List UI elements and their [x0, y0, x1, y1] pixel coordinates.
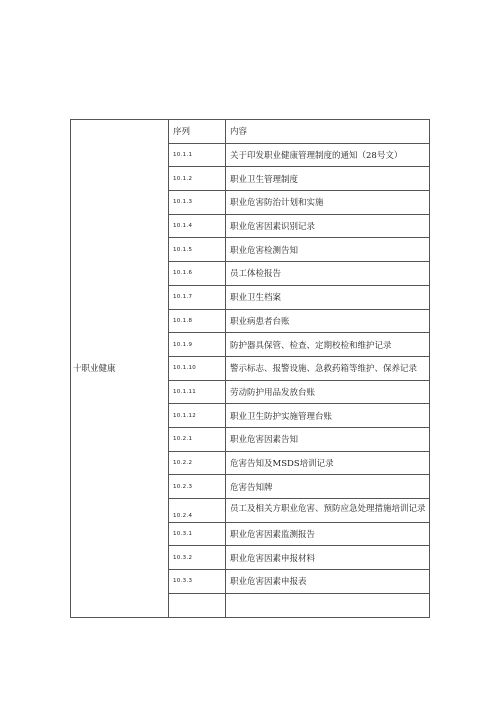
row-content: 关于印发职业健康管理制度的通知（28号文） [226, 143, 430, 167]
row-content: 危害告知牌 [226, 475, 430, 499]
row-code: 10.1.12 [169, 404, 226, 428]
row-code: 10.2.4 [169, 499, 226, 523]
row-code: 10.1.9 [169, 333, 226, 357]
row-code: 10.1.1 [169, 143, 226, 167]
row-content: 职业危害因素申报表 [226, 570, 430, 594]
row-content: 职业危害检测告知 [226, 238, 430, 262]
occupational-health-table [70, 119, 430, 618]
row-code: 10.3.2 [169, 546, 226, 570]
table-header-row [71, 120, 430, 144]
row-content: 员工体检报告 [226, 262, 430, 286]
row-content: 职业危害因素识别记录 [226, 214, 430, 238]
row-content: 员工及相关方职业危害、预防应急处理措施培训记录 [226, 499, 430, 523]
row-code: 10.1.8 [169, 309, 226, 333]
row-code: 10.1.10 [169, 356, 226, 380]
row-code: 10.1.6 [169, 262, 226, 286]
row-content: 职业危害因素申报材料 [226, 546, 430, 570]
row-content: 职业危害因素告知 [226, 427, 430, 451]
row-code: 10.1.3 [169, 191, 226, 215]
row-content: 防护器具保管、检查、定期校检和维护记录 [226, 333, 430, 357]
row-content: 职业危害因素监测报告 [226, 522, 430, 546]
row-code: 10.3.1 [169, 522, 226, 546]
empty-content-cell [226, 593, 430, 617]
category-cell: 十职业健康 [71, 120, 169, 618]
row-code: 10.3.3 [169, 570, 226, 594]
row-content: 警示标志、报警设施、急救药箱等维护、保养记录 [226, 356, 430, 380]
row-code: 10.1.2 [169, 167, 226, 191]
row-content: 职业卫生防护实施管理台账 [226, 404, 430, 428]
row-code: 10.2.3 [169, 475, 226, 499]
empty-code-cell [169, 593, 226, 617]
row-content: 职业病患者台账 [226, 309, 430, 333]
row-code: 10.2.2 [169, 451, 226, 475]
row-content: 职业危害防治计划和实施 [226, 191, 430, 215]
row-content: 职业卫生档案 [226, 285, 430, 309]
row-code: 10.1.4 [169, 214, 226, 238]
row-content: 劳动防护用品发放台账 [226, 380, 430, 404]
row-code: 10.1.11 [169, 380, 226, 404]
row-content: 危害告知及MSDS培训记录 [226, 451, 430, 475]
row-code: 10.2.1 [169, 427, 226, 451]
row-code: 10.1.7 [169, 285, 226, 309]
header-code: 序列 [169, 120, 226, 144]
row-code: 10.1.5 [169, 238, 226, 262]
header-content: 内容 [226, 120, 430, 144]
row-content: 职业卫生管理制度 [226, 167, 430, 191]
